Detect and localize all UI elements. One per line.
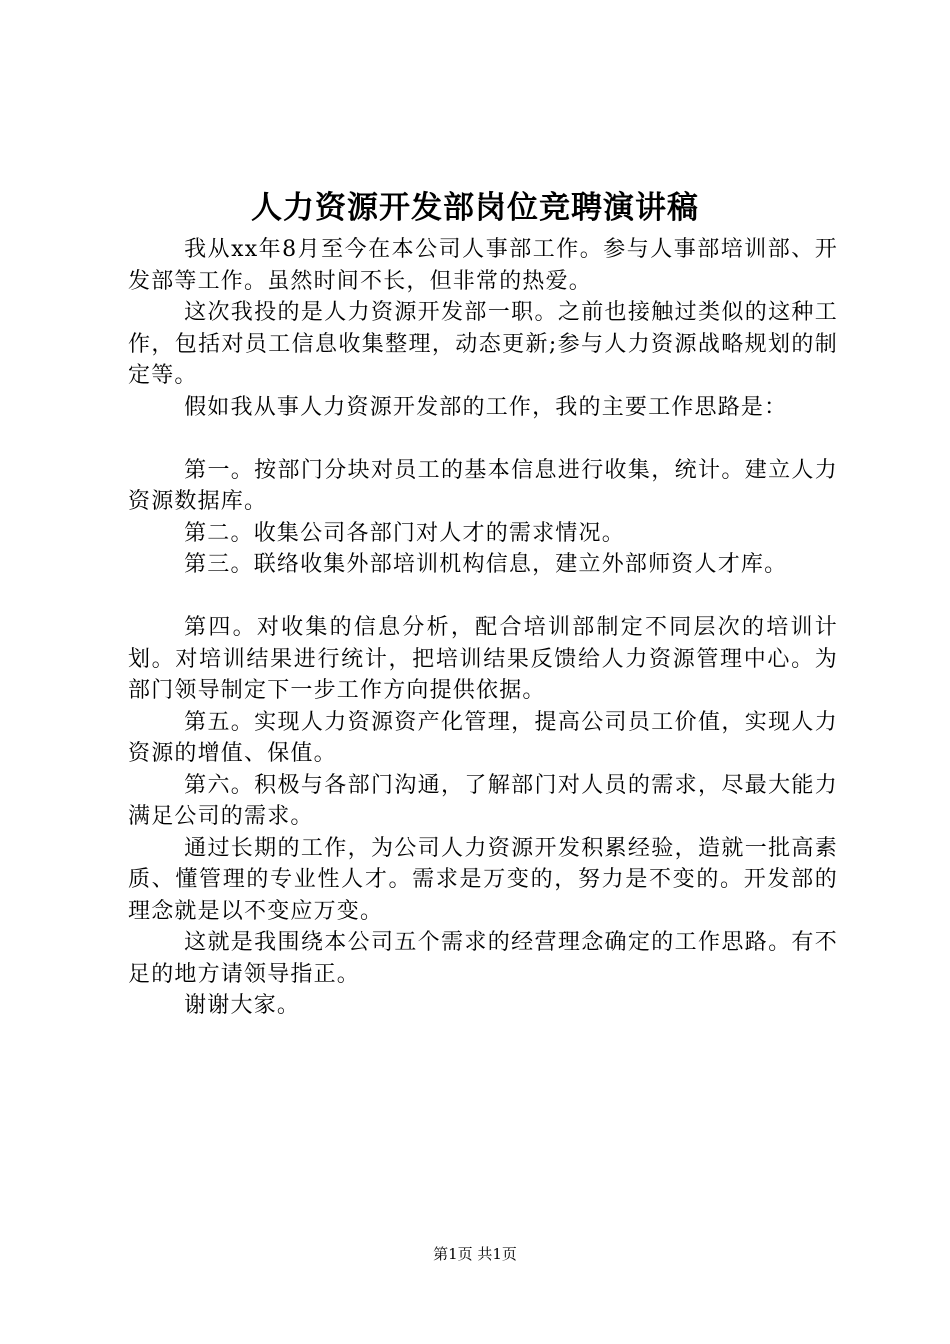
paragraph-10: 通过长期的工作，为公司人力资源开发积累经验，造就一批高素质、懂管理的专业性人才。需求是万变的，努力是不变的。开发部的理念就是以不变应万变。: [128, 835, 838, 924]
paragraph-8: 第五。实现人力资源资产化管理，提高公司员工价值，实现人力资源的增值、保值。: [128, 709, 838, 766]
blank-line: [128, 423, 838, 455]
paragraph-3: 假如我从事人力资源开发部的工作，我的主要工作思路是：: [184, 394, 788, 420]
paragraph-4: 第一。按部门分块对员工的基本信息进行收集，统计。建立人力资源数据库。: [128, 457, 838, 514]
paragraph-7: 第四。对收集的信息分析，配合培训部制定不同层次的培训计划。对培训结果进行统计，把培训结果反馈给人力资源管理中心。为部门领导制定下一步工作方向提供依据。: [128, 615, 838, 703]
paragraph-5: 第二。收集公司各部门对人才的需求情况。: [184, 520, 625, 546]
paragraph-11: 这就是我围绕本公司五个需求的经营理念确定的工作思路。有不足的地方请领导指正。: [128, 930, 838, 987]
paragraph-9: 第六。积极与各部门沟通，了解部门对人员的需求，尽最大能力满足公司的需求。: [128, 772, 838, 829]
paragraph-12: 谢谢大家。: [184, 993, 301, 1018]
paragraph-1: 我从xx年8月至今在本公司人事部工作。参与人事部培训部、开发部等工作。虽然时间不长，但非常的热爱。: [128, 237, 838, 294]
paragraph-2: 这次我投的是人力资源开发部一职。之前也接触过类似的这种工作，包括对员工信息收集整理，动态更新;参与人力资源战略规划的制定等。: [128, 300, 838, 388]
blank-line: [128, 581, 838, 613]
page-number-footer: 第1页 共1页: [433, 1245, 517, 1263]
paragraph-6: 第三。联络收集外部培训机构信息，建立外部师资人才库。: [184, 552, 788, 577]
document-body: [128, 234, 838, 1022]
document-title: 人力资源开发部岗位竞聘演讲稿: [251, 190, 699, 226]
